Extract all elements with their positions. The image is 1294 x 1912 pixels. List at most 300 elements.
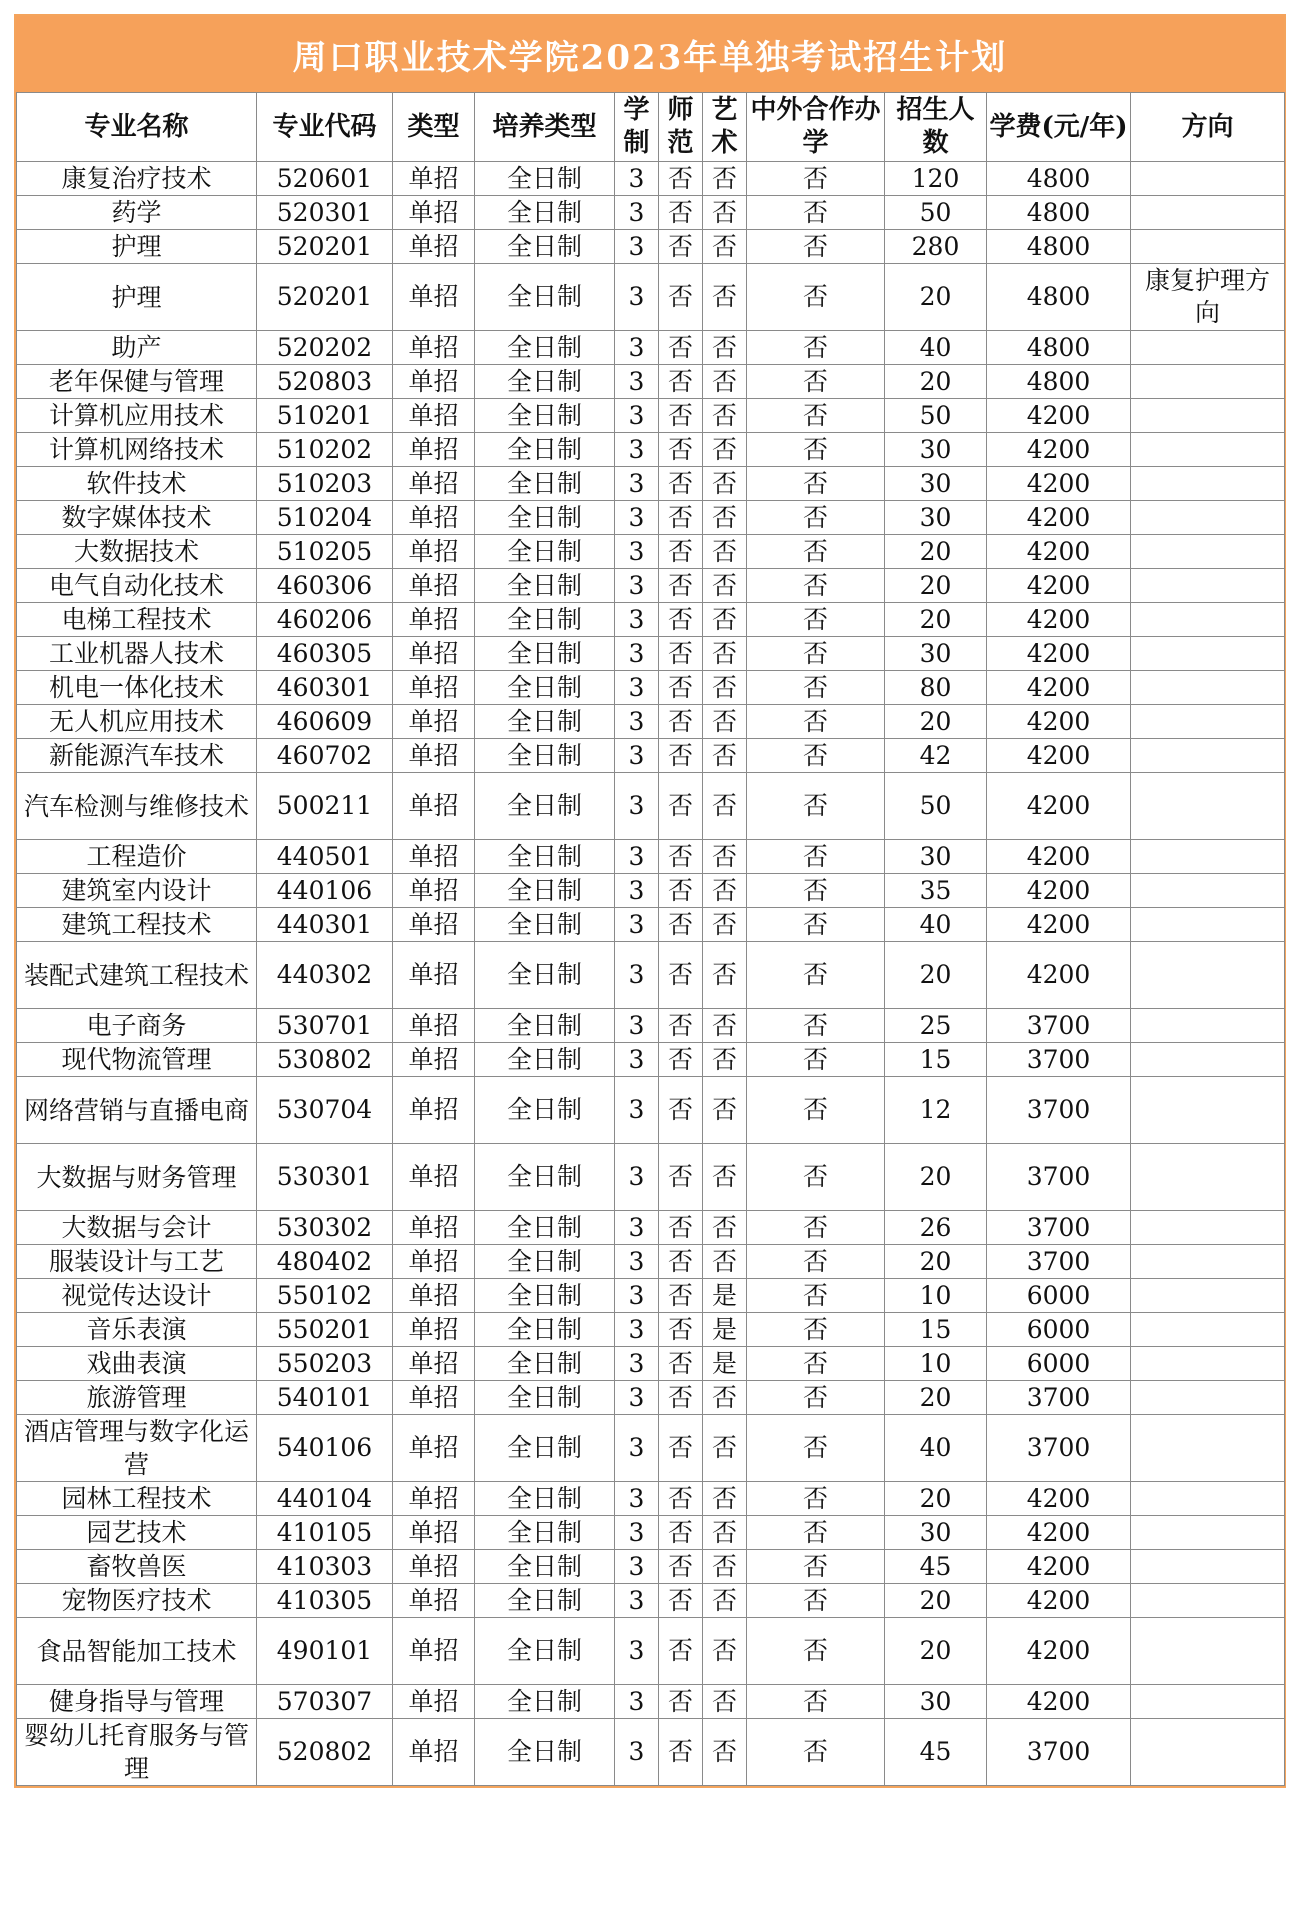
cell-code: 460702 [257,739,393,773]
cell-coop: 否 [747,1347,885,1381]
cell-quota: 45 [885,1719,987,1786]
cell-training: 全日制 [475,840,615,874]
cell-dir [1131,739,1285,773]
cell-quota: 30 [885,433,987,467]
table-row [17,603,1285,637]
cell-training: 全日制 [475,501,615,535]
cell-fee: 4200 [987,1516,1131,1550]
cell-fee: 4200 [987,399,1131,433]
cell-type: 单招 [393,637,475,671]
cell-dir [1131,535,1285,569]
cell-fee: 4800 [987,196,1131,230]
cell-name: 康复治疗技术 [17,162,257,196]
table-row [17,569,1285,603]
cell-art: 否 [703,535,747,569]
cell-fee: 4200 [987,1584,1131,1618]
cell-quota: 120 [885,162,987,196]
cell-fee: 6000 [987,1279,1131,1313]
cell-type: 单招 [393,1043,475,1077]
cell-art: 否 [703,1685,747,1719]
cell-training: 全日制 [475,603,615,637]
table-row [17,1279,1285,1313]
cell-years: 3 [615,1313,659,1347]
cell-coop: 否 [747,399,885,433]
table-row [17,1211,1285,1245]
cell-normal: 否 [659,569,703,603]
cell-quota: 30 [885,840,987,874]
cell-training: 全日制 [475,773,615,840]
cell-art: 否 [703,196,747,230]
cell-normal: 否 [659,1584,703,1618]
cell-code: 410305 [257,1584,393,1618]
cell-coop: 否 [747,773,885,840]
table-row [17,501,1285,535]
cell-dir [1131,874,1285,908]
cell-fee: 4200 [987,1550,1131,1584]
cell-quota: 20 [885,1584,987,1618]
cell-fee: 4800 [987,365,1131,399]
cell-art: 是 [703,1279,747,1313]
cell-coop: 否 [747,1381,885,1415]
cell-name: 大数据技术 [17,535,257,569]
cell-type: 单招 [393,739,475,773]
cell-normal: 否 [659,637,703,671]
cell-coop: 否 [747,1550,885,1584]
cell-training: 全日制 [475,1077,615,1144]
cell-code: 550102 [257,1279,393,1313]
cell-quota: 50 [885,773,987,840]
cell-normal: 否 [659,501,703,535]
table-row [17,739,1285,773]
cell-type: 单招 [393,569,475,603]
cell-dir [1131,1482,1285,1516]
cell-dir [1131,1077,1285,1144]
cell-quota: 30 [885,467,987,501]
cell-training: 全日制 [475,1313,615,1347]
cell-name: 助产 [17,331,257,365]
cell-training: 全日制 [475,1618,615,1685]
cell-training: 全日制 [475,365,615,399]
cell-art: 否 [703,1077,747,1144]
table-row [17,535,1285,569]
cell-type: 单招 [393,1279,475,1313]
cell-art: 否 [703,1584,747,1618]
table-row [17,1618,1285,1685]
cell-coop: 否 [747,569,885,603]
cell-code: 540106 [257,1415,393,1482]
cell-fee: 3700 [987,1211,1131,1245]
cell-quota: 80 [885,671,987,705]
cell-normal: 否 [659,535,703,569]
cell-dir [1131,705,1285,739]
cell-years: 3 [615,1618,659,1685]
cell-fee: 3700 [987,1144,1131,1211]
cell-fee: 4200 [987,671,1131,705]
cell-coop: 否 [747,671,885,705]
cell-coop: 否 [747,1211,885,1245]
cell-name: 畜牧兽医 [17,1550,257,1584]
cell-fee: 4200 [987,603,1131,637]
cell-code: 520601 [257,162,393,196]
cell-normal: 否 [659,1009,703,1043]
cell-art: 否 [703,1415,747,1482]
cell-art: 否 [703,1043,747,1077]
cell-code: 510201 [257,399,393,433]
cell-code: 440104 [257,1482,393,1516]
cell-coop: 否 [747,196,885,230]
cell-years: 3 [615,637,659,671]
cell-code: 530302 [257,1211,393,1245]
header-fee: 学费(元/年) [987,93,1131,162]
cell-art: 否 [703,1550,747,1584]
cell-name: 园艺技术 [17,1516,257,1550]
cell-name: 汽车检测与维修技术 [17,773,257,840]
cell-training: 全日制 [475,908,615,942]
cell-code: 460305 [257,637,393,671]
cell-coop: 否 [747,1077,885,1144]
cell-art: 否 [703,1618,747,1685]
cell-art: 否 [703,1211,747,1245]
cell-training: 全日制 [475,230,615,264]
header-art: 艺术 [703,93,747,162]
cell-code: 500211 [257,773,393,840]
cell-art: 否 [703,603,747,637]
cell-coop: 否 [747,1584,885,1618]
cell-coop: 否 [747,365,885,399]
cell-type: 单招 [393,603,475,637]
table-row [17,196,1285,230]
cell-coop: 否 [747,162,885,196]
cell-name: 工业机器人技术 [17,637,257,671]
cell-years: 3 [615,671,659,705]
cell-art: 否 [703,433,747,467]
cell-quota: 20 [885,1381,987,1415]
cell-training: 全日制 [475,467,615,501]
cell-type: 单招 [393,705,475,739]
table-row [17,908,1285,942]
cell-coop: 否 [747,908,885,942]
cell-years: 3 [615,1347,659,1381]
cell-training: 全日制 [475,1211,615,1245]
cell-art: 否 [703,331,747,365]
cell-name: 旅游管理 [17,1381,257,1415]
cell-type: 单招 [393,942,475,1009]
cell-quota: 26 [885,1211,987,1245]
cell-fee: 4200 [987,840,1131,874]
cell-dir [1131,331,1285,365]
cell-code: 410105 [257,1516,393,1550]
cell-normal: 否 [659,1144,703,1211]
cell-fee: 4200 [987,433,1131,467]
cell-normal: 否 [659,230,703,264]
cell-art: 是 [703,1313,747,1347]
cell-code: 520201 [257,264,393,331]
cell-dir [1131,1550,1285,1584]
cell-dir [1131,773,1285,840]
cell-art: 否 [703,1719,747,1786]
cell-art: 否 [703,739,747,773]
table-row [17,1719,1285,1786]
cell-quota: 30 [885,501,987,535]
cell-dir [1131,1719,1285,1786]
table-row [17,1347,1285,1381]
cell-normal: 否 [659,705,703,739]
cell-normal: 否 [659,331,703,365]
cell-normal: 否 [659,1719,703,1786]
table-row [17,230,1285,264]
cell-training: 全日制 [475,1516,615,1550]
cell-coop: 否 [747,874,885,908]
cell-code: 460301 [257,671,393,705]
cell-type: 单招 [393,1618,475,1685]
cell-quota: 15 [885,1043,987,1077]
cell-fee: 3700 [987,1077,1131,1144]
cell-fee: 4200 [987,739,1131,773]
cell-name: 数字媒体技术 [17,501,257,535]
cell-type: 单招 [393,1584,475,1618]
cell-normal: 否 [659,1482,703,1516]
cell-dir [1131,1211,1285,1245]
cell-code: 530301 [257,1144,393,1211]
cell-name: 无人机应用技术 [17,705,257,739]
header-row [17,93,1285,162]
cell-type: 单招 [393,908,475,942]
cell-dir [1131,840,1285,874]
cell-years: 3 [615,196,659,230]
cell-years: 3 [615,1584,659,1618]
cell-coop: 否 [747,467,885,501]
cell-fee: 3700 [987,1381,1131,1415]
cell-normal: 否 [659,1211,703,1245]
cell-coop: 否 [747,1685,885,1719]
cell-normal: 否 [659,1077,703,1144]
table-row [17,365,1285,399]
table-row [17,705,1285,739]
cell-training: 全日制 [475,705,615,739]
cell-art: 否 [703,942,747,1009]
cell-normal: 否 [659,671,703,705]
cell-training: 全日制 [475,1347,615,1381]
cell-normal: 否 [659,365,703,399]
cell-normal: 否 [659,467,703,501]
cell-coop: 否 [747,1043,885,1077]
cell-type: 单招 [393,501,475,535]
cell-code: 570307 [257,1685,393,1719]
cell-fee: 6000 [987,1313,1131,1347]
cell-code: 530802 [257,1043,393,1077]
cell-type: 单招 [393,1144,475,1211]
cell-fee: 4200 [987,908,1131,942]
cell-years: 3 [615,1245,659,1279]
cell-quota: 20 [885,603,987,637]
cell-type: 单招 [393,1077,475,1144]
cell-art: 否 [703,908,747,942]
cell-dir: 康复护理方向 [1131,264,1285,331]
cell-type: 单招 [393,874,475,908]
cell-quota: 25 [885,1009,987,1043]
cell-coop: 否 [747,1009,885,1043]
cell-fee: 4200 [987,467,1131,501]
header-normal: 师范 [659,93,703,162]
cell-name: 药学 [17,196,257,230]
cell-normal: 否 [659,739,703,773]
cell-training: 全日制 [475,637,615,671]
cell-art: 否 [703,840,747,874]
header-quota: 招生人数 [885,93,987,162]
table-row [17,1381,1285,1415]
cell-years: 3 [615,1415,659,1482]
cell-name: 护理 [17,230,257,264]
cell-type: 单招 [393,162,475,196]
cell-art: 否 [703,365,747,399]
cell-code: 540101 [257,1381,393,1415]
cell-name: 园林工程技术 [17,1482,257,1516]
cell-name: 电梯工程技术 [17,603,257,637]
cell-quota: 10 [885,1279,987,1313]
cell-years: 3 [615,569,659,603]
cell-type: 单招 [393,1381,475,1415]
table-row [17,1077,1285,1144]
header-years: 学制 [615,93,659,162]
cell-quota: 40 [885,1415,987,1482]
cell-code: 530701 [257,1009,393,1043]
cell-fee: 3700 [987,1415,1131,1482]
cell-code: 520202 [257,331,393,365]
cell-fee: 3700 [987,1009,1131,1043]
cell-quota: 30 [885,1685,987,1719]
cell-type: 单招 [393,365,475,399]
cell-name: 装配式建筑工程技术 [17,942,257,1009]
cell-training: 全日制 [475,1381,615,1415]
cell-name: 电子商务 [17,1009,257,1043]
cell-art: 否 [703,1381,747,1415]
cell-quota: 20 [885,1245,987,1279]
cell-normal: 否 [659,1347,703,1381]
cell-art: 否 [703,637,747,671]
cell-name: 新能源汽车技术 [17,739,257,773]
cell-quota: 30 [885,637,987,671]
cell-dir [1131,501,1285,535]
cell-name: 现代物流管理 [17,1043,257,1077]
cell-normal: 否 [659,908,703,942]
cell-code: 520201 [257,230,393,264]
cell-dir [1131,1144,1285,1211]
cell-normal: 否 [659,942,703,1009]
cell-code: 440301 [257,908,393,942]
cell-code: 510204 [257,501,393,535]
cell-quota: 35 [885,874,987,908]
cell-quota: 20 [885,365,987,399]
cell-dir [1131,1009,1285,1043]
cell-type: 单招 [393,840,475,874]
cell-training: 全日制 [475,1279,615,1313]
cell-dir [1131,467,1285,501]
cell-name: 视觉传达设计 [17,1279,257,1313]
table-row [17,671,1285,705]
cell-training: 全日制 [475,535,615,569]
cell-dir [1131,365,1285,399]
cell-art: 否 [703,467,747,501]
cell-art: 否 [703,1009,747,1043]
cell-fee: 4800 [987,331,1131,365]
cell-quota: 20 [885,1482,987,1516]
header-type: 类型 [393,93,475,162]
cell-name: 建筑工程技术 [17,908,257,942]
plan-table [16,92,1285,1786]
cell-normal: 否 [659,840,703,874]
cell-normal: 否 [659,1415,703,1482]
cell-years: 3 [615,908,659,942]
cell-name: 健身指导与管理 [17,1685,257,1719]
cell-quota: 12 [885,1077,987,1144]
cell-normal: 否 [659,1516,703,1550]
cell-training: 全日制 [475,1043,615,1077]
cell-years: 3 [615,1482,659,1516]
cell-dir [1131,1245,1285,1279]
cell-name: 大数据与会计 [17,1211,257,1245]
cell-dir [1131,942,1285,1009]
cell-years: 3 [615,264,659,331]
cell-normal: 否 [659,1279,703,1313]
cell-fee: 3700 [987,1719,1131,1786]
cell-code: 510203 [257,467,393,501]
cell-years: 3 [615,230,659,264]
cell-code: 440302 [257,942,393,1009]
cell-dir [1131,1415,1285,1482]
cell-dir [1131,230,1285,264]
cell-name: 建筑室内设计 [17,874,257,908]
table-row [17,1584,1285,1618]
cell-name: 酒店管理与数字化运营 [17,1415,257,1482]
header-dir: 方向 [1131,93,1285,162]
cell-fee: 4200 [987,874,1131,908]
admission-plan-sheet [14,14,1286,1788]
cell-name: 网络营销与直播电商 [17,1077,257,1144]
cell-normal: 否 [659,1043,703,1077]
cell-type: 单招 [393,433,475,467]
cell-code: 520802 [257,1719,393,1786]
cell-type: 单招 [393,196,475,230]
cell-fee: 4200 [987,1618,1131,1685]
cell-art: 是 [703,1347,747,1381]
cell-coop: 否 [747,603,885,637]
cell-normal: 否 [659,196,703,230]
cell-code: 510205 [257,535,393,569]
cell-fee: 4200 [987,637,1131,671]
cell-quota: 20 [885,942,987,1009]
cell-type: 单招 [393,264,475,331]
cell-name: 护理 [17,264,257,331]
cell-name: 计算机应用技术 [17,399,257,433]
cell-training: 全日制 [475,1719,615,1786]
cell-training: 全日制 [475,671,615,705]
cell-quota: 40 [885,908,987,942]
cell-quota: 20 [885,1144,987,1211]
cell-code: 410303 [257,1550,393,1584]
cell-years: 3 [615,433,659,467]
cell-training: 全日制 [475,739,615,773]
table-row [17,773,1285,840]
cell-dir [1131,569,1285,603]
cell-years: 3 [615,1516,659,1550]
cell-coop: 否 [747,942,885,1009]
cell-coop: 否 [747,1415,885,1482]
cell-name: 宠物医疗技术 [17,1584,257,1618]
cell-art: 否 [703,162,747,196]
cell-training: 全日制 [475,399,615,433]
table-row [17,467,1285,501]
cell-type: 单招 [393,467,475,501]
